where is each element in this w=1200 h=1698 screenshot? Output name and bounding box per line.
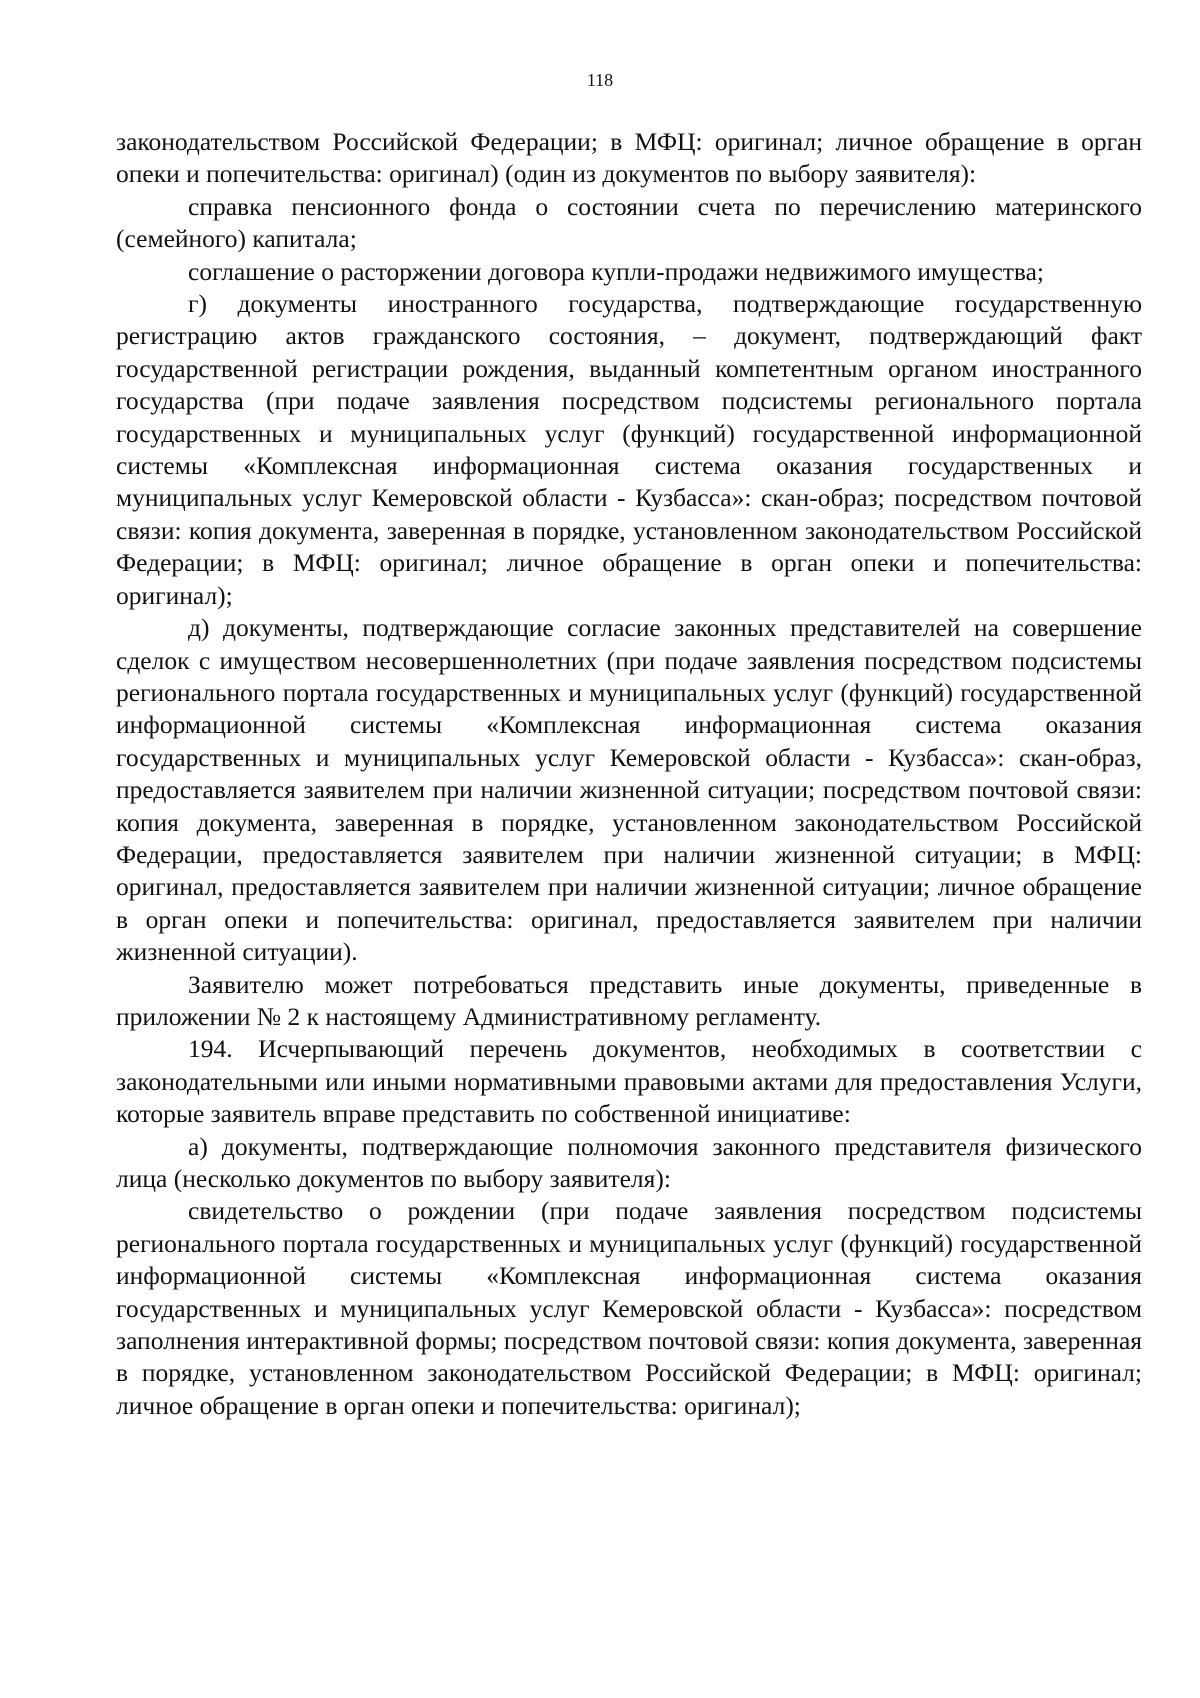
paragraph: 194. Исчерпывающий перечень документов, необходимых в соответствии с законодательными или иными нормативными правовыми актами для предоставления Услуги, которые заявитель вправе представить по собственной инициативе: [116,1034,1142,1129]
page-number: 118 [586,70,614,90]
paragraph: а) документы, подтверждающие полномочия законного представителя физического лица (несколько документов по выбору заявителя): [116,1131,1142,1193]
paragraph: соглашение о расторжении договора купли-продажи недвижимого имущества; [188,256,1045,286]
document-body [116,126,1142,1422]
paragraph: д) документы, подтверждающие согласие законных представителей на совершение сделок с имуществом несовершеннолетних (при подаче заявления посредством подсистемы регионального портала государственных и муниципальных услуг (функций) государственной информационной системы «Комплексная информационная система оказания государственных и муниципальных услуг Кемеровской области - Кузбасса»: скан-образ, предоставляется заявителем при наличии жизненной ситуации; посредством почтовой связи: копия документа, заверенная в порядке, установленном законодательством Российской Федерации, предоставляется заявителем при наличии жизненной ситуации; в МФЦ: оригинал, предоставляется заявителем при наличии жизненной ситуации; личное обращение в орган опеки и попечительства: оригинал, предоставляется заявителем при наличии жизненной ситуации). [116,613,1142,967]
paragraph: свидетельство о рождении (при подаче заявления посредством подсистемы регионального портала государственных и муниципальных услуг (функций) государственной информационной системы «Комплексная информационная система оказания государственных и муниципальных услуг Кемеровской области - Кузбасса»: посредством заполнения интерактивной формы; посредством почтовой связи: копия документа, заверенная в порядке, установленном законодательством Российской Федерации; в МФЦ: оригинал; личное обращение в орган опеки и попечительства: оригинал); [116,1196,1142,1420]
paragraph: г) документы иностранного государства, подтверждающие государственную регистрацию актов гражданского состояния, – документ, подтверждающий факт государственной регистрации рождения, выданный компетентным органом иностранного государства (при подаче заявления посредством подсистемы регионального портала государственных и муниципальных услуг (функций) государственной информационной системы «Комплексная информационная система оказания государственных и муниципальных услуг Кемеровской области - Кузбасса»: скан-образ; посредством почтовой связи: копия документа, заверенная в порядке, установленном законодательством Российской Федерации; в МФЦ: оригинал; личное обращение в орган опеки и попечительства: оригинал); [116,289,1142,610]
paragraph: законодательством Российской Федерации; в МФЦ: оригинал; личное обращение в орган опеки и попечительства: оригинал) (один из документов по выбору заявителя): [116,127,1142,189]
paragraph: Заявителю может потребоваться представить иные документы, приведенные в приложении № 2 к настоящему Административному регламенту. [116,969,1142,1031]
paragraph: справка пенсионного фонда о состоянии счета по перечислению материнского (семейного) капитала; [116,191,1142,254]
